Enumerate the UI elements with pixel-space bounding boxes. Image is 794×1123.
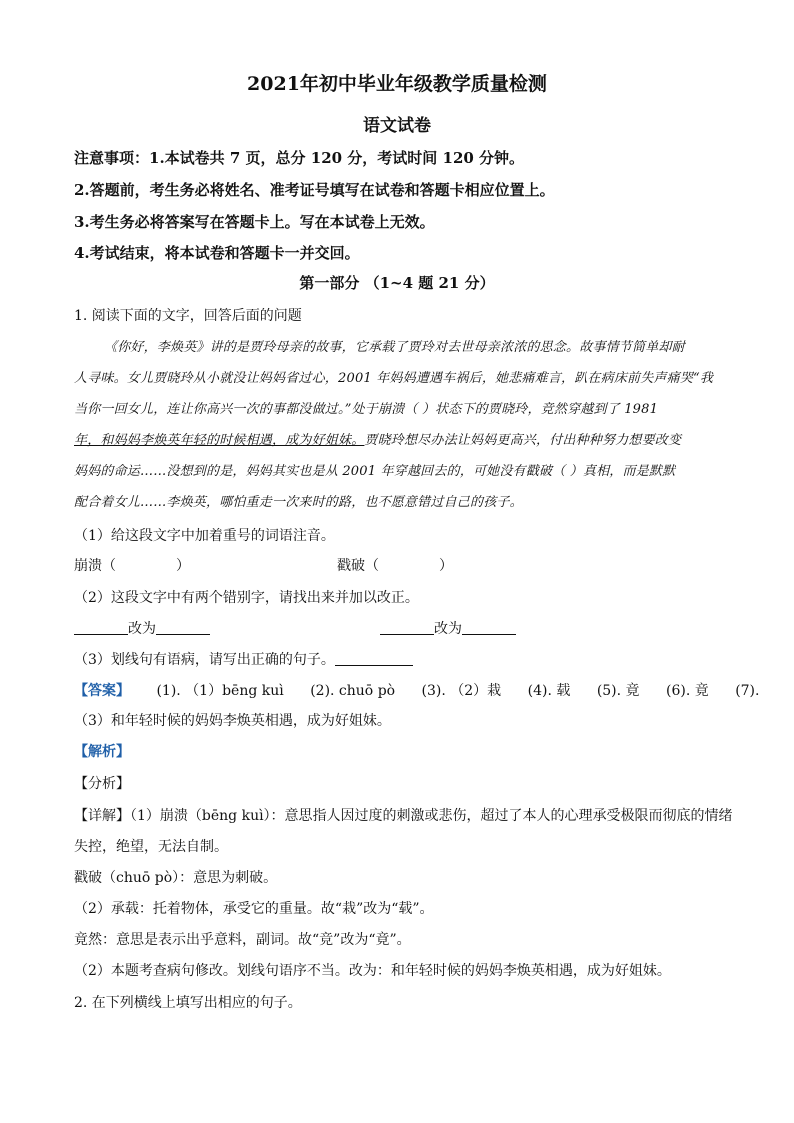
word-chuopo: 戳破（ (337, 558, 379, 574)
word-bengkui: 崩溃（ (74, 558, 116, 574)
answer-item: (1). （1）bēng kuì (156, 683, 284, 699)
blank[interactable] (335, 651, 413, 666)
fenxi-label: 【分析】 (74, 776, 130, 792)
change-to-label: 改为 (128, 621, 156, 637)
detail-label: 【详解】 (74, 808, 130, 824)
part-title: 第一部分 （1~4 题 21 分） (299, 274, 495, 292)
sub-question-3-text: （3）划线句有语病，请写出正确的句子。 (74, 652, 335, 668)
answer-item: (5). 竟 (596, 683, 640, 699)
close-paren: ） (176, 558, 190, 574)
notice-line: 2.答题前，考生务必将姓名、准考证号填写在试卷和答题卡相应位置上。 (74, 181, 555, 199)
answer-item: (3). （2）栽 (421, 683, 502, 699)
notice-line: 注意事项：1.本试卷共 7 页，总分 120 分，考试时间 120 分钟。 (74, 149, 525, 167)
passage-line: 当你一回女儿，连让你高兴一次的事都没做过。”处于崩溃（ ）状态下的贾晓玲，竞然穿越到了 1981 (74, 402, 659, 417)
exam-subtitle: 语文试卷 (363, 116, 431, 136)
passage-line: 妈妈的命运……没想到的是，妈妈其实也是从 2001 年穿越回去的，可她没有戳破（ ）真相，而是默默 (74, 464, 676, 479)
detail-line: 竟然：意思是表示出乎意料，副词。故“竞”改为“竟”。 (74, 932, 411, 948)
blank[interactable] (156, 620, 210, 635)
underlined-sentence: 年，和妈妈李焕英年轻的时候相遇，成为好姐妹。 (74, 433, 365, 448)
blank[interactable] (380, 620, 434, 635)
answer-line (74, 681, 760, 701)
sub-question-2: （2）这段文字中有两个错别字，请找出来并加以改正。 (74, 590, 419, 606)
change-to-label: 改为 (434, 621, 462, 637)
pinyin-blanks (74, 556, 722, 576)
detail-line: （2）本题考查病句修改。划线句语序不当。改为：和年轻时候的妈妈李焕英相遇，成为好姐妹。 (74, 963, 671, 979)
analysis-label: 【解析】 (74, 744, 130, 760)
answer-label: 【答案】 (74, 683, 130, 699)
notice-line: 4.考试结束，将本试卷和答题卡一并交回。 (74, 244, 360, 262)
blank[interactable] (462, 620, 516, 635)
sub-question-3 (74, 650, 722, 670)
answer-item: (7). (735, 683, 760, 699)
detail-line: 失控，绝望，无法自制。 (74, 839, 228, 855)
answer-item: (4). 载 (527, 683, 571, 699)
detail-line: （2）承载：托着物体，承受它的重量。故“栽”改为“载”。 (74, 901, 434, 917)
notice-line: 3.考生务必将答案写在答题卡上。写在本试卷上无效。 (74, 213, 435, 231)
exam-title: 2021年初中毕业年级教学质量检测 (247, 73, 547, 95)
passage-line: 人寻味。女儿贾晓玲从小就没让妈妈省过心，2001 年妈妈遭遇车祸后，她悲痛难言，趴在病床前失声痛哭“我 (74, 371, 714, 386)
correction-blanks (74, 619, 722, 639)
answer-line-2: （3）和年轻时候的妈妈李焕英相遇，成为好姐妹。 (74, 713, 391, 729)
answer-item: (2). chuō pò (310, 683, 396, 699)
blank[interactable] (74, 620, 128, 635)
detail-line: 戳破（chuō pò）：意思为刺破。 (74, 870, 278, 886)
passage-line: 《你好，李焕英》讲的是贾玲母亲的故事，它承载了贾玲对去世母亲浓浓的思念。故事情节简单却耐 (104, 340, 685, 355)
detail-text: （1）崩溃（bēng kuì）：意思指人因过度的刺激或悲伤，超过了本人的心理承受极限而彻底的情绪 (130, 808, 733, 824)
question-1-stem: 1. 阅读下面的文字，回答后面的问题 (74, 308, 302, 324)
answer-item: (6). 竟 (666, 683, 709, 699)
question-2-stem: 2. 在下列横线上填写出相应的句子。 (74, 995, 302, 1011)
passage-continuation: 贾晓玲想尽办法让妈妈更高兴，付出种种努力想要改变 (364, 433, 682, 448)
passage-line-underlined (74, 431, 722, 451)
sub-question-1: （1）给这段文字中加着重号的词语注音。 (74, 528, 335, 544)
detail-line (74, 806, 733, 826)
close-paren: ） (439, 558, 453, 574)
passage-line: 配合着女儿……李焕英，哪怕重走一次来时的路，也不愿意错过自己的孩子。 (74, 495, 523, 510)
